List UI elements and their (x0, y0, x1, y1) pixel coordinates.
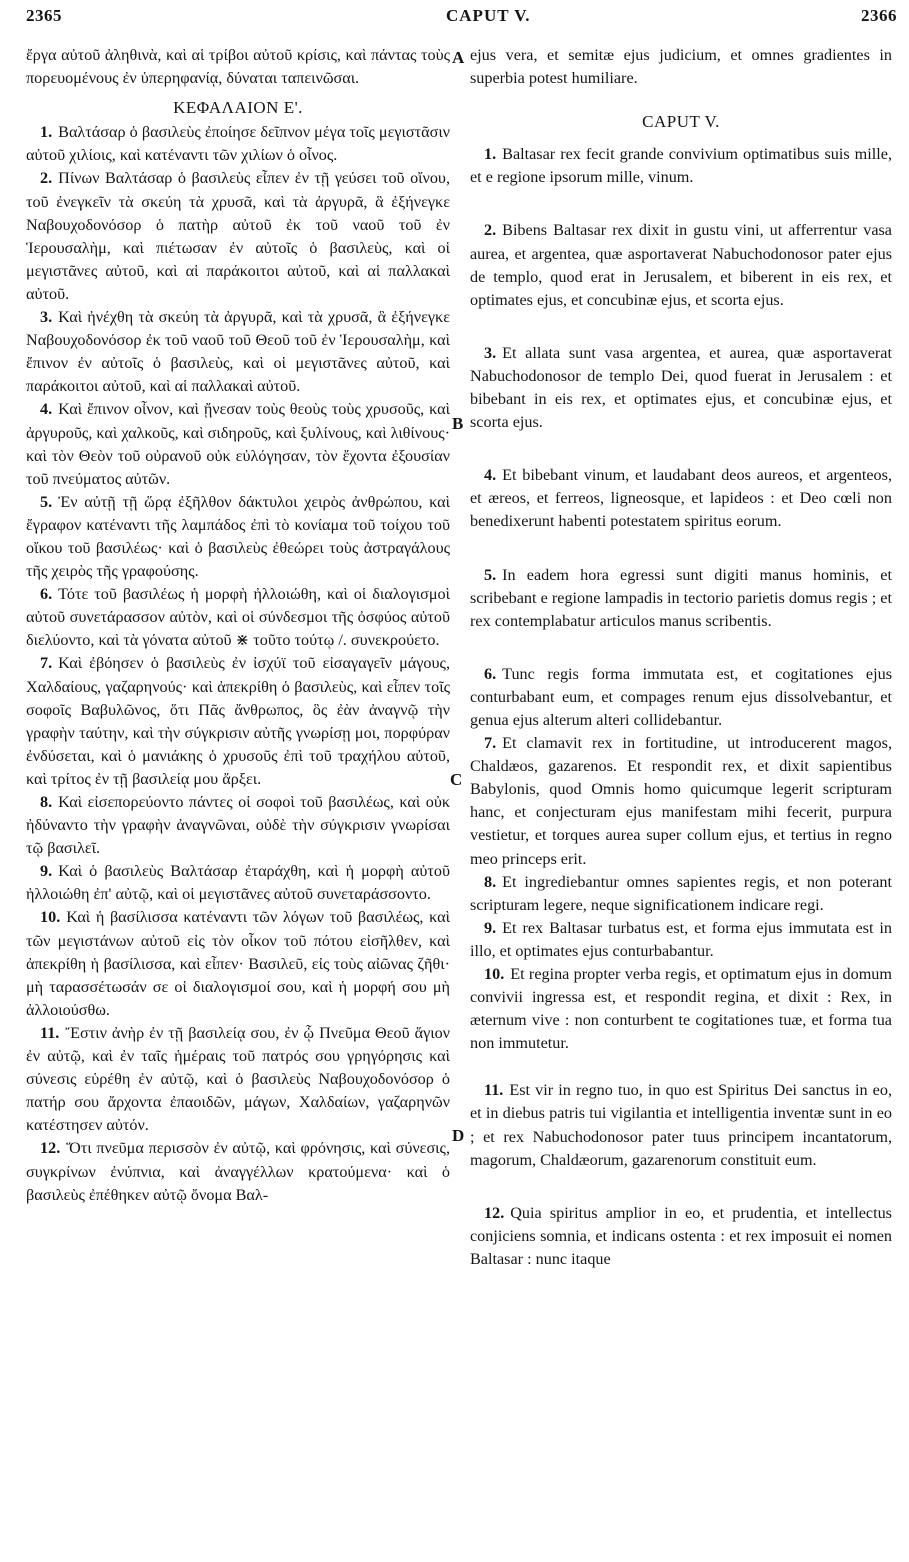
verse-number: 5. (484, 565, 497, 584)
verse-number: 1. (40, 123, 53, 142)
latin-verse (470, 732, 892, 871)
verse-text: Et clamavit rex in fortitudine, ut introducerent magos, Chaldæos, gazarenos. Et respondit rex, et dixit sapientibus Babylonis, quod Omnis homo quicumque legerit scripturam hanc, et conjecturam ejus manifestam mihi fecerit, purpura vestietur, et torques aurea super collum ejus, et tertius in regno meo princeps erit. (470, 734, 892, 868)
latin-verse (470, 963, 892, 1055)
verse-number: 9. (484, 918, 497, 937)
verse-number: 1. (484, 145, 497, 164)
verse-text: In eadem hora egressi sunt digiti manus hominis, et scribebant e regione lampadis in tectorio parietis domus regis ; et rex contemplabatur articulos manus scribentis. (470, 565, 892, 630)
verse-text: Et ingrediebantur omnes sapientes regis, et non poterant scripturam legere, neque significationem indicare regi. (470, 872, 892, 914)
verse-number: 2. (40, 169, 53, 188)
verse-number: 11. (484, 1081, 504, 1100)
verse-text: Et bibebant vinum, et laudabant deos aureos, et argenteos, et æreos, et ferreos, ligneosque, et lapideos : et Deo cœli non benedixerunt habenti potestatem spiritus eorum. (470, 466, 892, 531)
verse-number: 4. (484, 466, 497, 485)
verse-number: 11. (40, 1023, 60, 1042)
page-number-right: 2366 (861, 6, 897, 25)
verse-text: Baltasar rex fecit grande convivium optimatibus suis mille, et e regione ipsorum mille, vinum. (470, 145, 892, 187)
verse-number: 5. (40, 492, 53, 511)
latin-verses (470, 143, 892, 1271)
verse-number: 7. (484, 734, 497, 753)
verse-number: 7. (40, 654, 53, 673)
greek-verse (26, 860, 450, 906)
verse-number: 6. (40, 585, 53, 604)
greek-verse (26, 121, 450, 167)
verse-text: Καὶ ἡ βασίλισσα κατέναντι τῶν λόγων τοῦ βασιλέως, καὶ τῶν μεγιστάνων αὐτοῦ εἰς τὸν οἶκον τοῦ πότου εἰσῆλθεν, καὶ ἀπεκρίθη ἡ βασίλισσα, καὶ εἶπεν· Βασιλεῦ, εἰς τοὺς αἰῶνας ζῆθι· μὴ ταρασσέτωσάν σε οἱ διαλογισμοί σου, καὶ ἡ μορφή σου μὴ ἀλλοιούσθω. (26, 908, 450, 1019)
verse-text: Et allata sunt vasa argentea, et aurea, quæ asportaverat Nabuchodonosor de templo Dei, quod fuerat in Jerusalem : et bibebant in eis rex, et optimates ejus, et concubinæ ejus, et scorta ejus. (470, 343, 892, 432)
verse-text: Πίνων Βαλτάσαρ ὁ βασιλεὺς εἶπεν ἐν τῇ γεύσει τοῦ οἴνου, τοῦ ἐνεγκεῖν τὰ σκεύη τὰ χρυσᾶ, καὶ τὰ ἀργυρᾶ, ἃ ἐξήνεγκε Ναβουχοδονόσορ ὁ πατὴρ αὐτοῦ ἐκ τοῦ ναοῦ τοῦ ἐν Ἱερουσαλὴμ, καὶ πιέτωσαν ἐν αὐτοῖς ὁ βασιλεὺς, καὶ οἱ μεγιστᾶνες αὐτοῦ, καὶ αἱ παράκοιτοι αὐτοῦ, καὶ αἱ παλλακαὶ αὐτοῦ. (26, 169, 450, 303)
greek-verse (26, 167, 450, 306)
greek-verse (26, 491, 450, 583)
greek-verse (26, 1137, 450, 1206)
verse-text: Bibens Baltasar rex dixit in gustu vini, ut afferrentur vasa aurea, et argentea, quæ asportaverat Nabuchodonosor pater ejus de templo, quod erat in Jerusalem, et biberent in eis rex, et optimates ejus, et concubinæ ejus, et scorta ejus. (470, 221, 892, 309)
greek-verse (26, 398, 450, 490)
greek-chapter-heading: ΚΕΦΑΛΑΙΟΝ Ε'. (173, 98, 303, 118)
margin-marker-b: B (452, 414, 464, 433)
latin-verse (470, 143, 892, 189)
latin-verse (470, 871, 892, 917)
verse-text: Et regina propter verba regis, et optimatum ejus in domum convivii ingressa est, et respondit regina, et dixit : Rex, in æternum vive : non conturbent te cogitationes tuæ, et forma tua non immutetur. (470, 965, 892, 1053)
latin-verse (470, 663, 892, 732)
verse-number: 10. (484, 965, 505, 983)
latin-column (470, 44, 892, 1271)
greek-column (26, 44, 450, 1207)
verse-text: Est vir in regno tuo, in quo est Spiritus Dei sanctus in eo, et in diebus patris tui vigilantia et intelligentia inventæ sunt in eo ; et rex Nabuchodonosor pater tuus principem incantatorum, magorum, Chaldæorum, gazarenorum constituit eum. (470, 1081, 892, 1169)
margin-marker-d: D (452, 1126, 465, 1145)
greek-verse (26, 652, 450, 791)
verse-text: Καὶ ἔπινον οἶνον, καὶ ᾔνεσαν τοὺς θεοὺς τοὺς χρυσοῦς, καὶ ἀργυροῦς, καὶ χαλκοῦς, καὶ σιδηροῦς, καὶ ξυλίνους, καὶ λιθίνους· καὶ τὸν Θεὸν τοῦ οὐρανοῦ οὐκ εὐλόγησαν, τὸν ἔχοντα ἐξουσίαν τοῦ πνεύματος αὐτῶν. (26, 400, 451, 488)
verse-number: 4. (40, 400, 53, 419)
verse-number: 8. (484, 872, 497, 891)
verse-number: 3. (40, 308, 53, 327)
latin-verse (470, 1202, 892, 1271)
verse-number: 12. (484, 1203, 505, 1222)
verse-text: Et rex Baltasar turbatus est, et forma ejus immutata est in illo, et optimates ejus conturbabantur. (470, 918, 892, 960)
verse-text: Βαλτάσαρ ὁ βασιλεὺς ἐποίησε δεῖπνον μέγα τοῖς μεγιστᾶσιν αὐτοῦ χιλίοις, καὶ κατέναντι τῶν χιλίων ὁ οἶνος. (26, 123, 450, 165)
latin-verse (470, 219, 892, 311)
verse-number: 8. (40, 793, 53, 811)
latin-verse (470, 917, 892, 963)
margin-marker-c: C (450, 770, 463, 789)
verse-number: 6. (484, 664, 497, 683)
verse-text: Καὶ ἐβόησεν ὁ βασιλεὺς ἐν ἰσχύϊ τοῦ εἰσαγαγεῖν μάγους, Χαλδαίους, γαζαρηνούς· καὶ ἀπεκρίθη ὁ βασιλεὺς, καὶ εἶπεν τοῖς σοφοῖς Βαβυλῶνος, ὅτι Πᾶς ἄνθρωπος, ὃς ἐὰν ἀναγνῷ τὴν γραφὴν ταύτην, καὶ τὴν σύγκρισιν αὐτῆς γνωρίσῃ μοι, πορφύραν ἐνδύσεται, καὶ ὁ μανιάκης ὁ χρυσοῦς ἐπὶ τοῦ τραχήλου αὐτοῦ, καὶ τρίτος ἐν τῇ βασιλείᾳ μου ἄρξει. (26, 654, 450, 788)
verse-text: Quia spiritus amplior in eo, et prudentia, et intellectus conjiciens somnia, et indicans ostenta : et rex imposuit ei nomen Baltasar : nunc itaque (470, 1203, 892, 1268)
latin-verse (470, 464, 892, 533)
margin-marker-a: A (452, 48, 465, 67)
greek-verse (26, 306, 450, 398)
running-header (26, 4, 897, 32)
verse-number: 2. (484, 221, 497, 240)
greek-verse (26, 791, 450, 860)
verse-text: Ἐν αὐτῇ τῇ ὥρᾳ ἐξῆλθον δάκτυλοι χειρὸς ἀνθρώπου, καὶ ἔγραφον κατέναντι τῆς λαμπάδος ἐπὶ τὸ κονίαμα τοῦ τοίχου τοῦ οἴκου τοῦ βασιλέως· καὶ ὁ βασιλεὺς ἐθεώρει τοὺς ἀστραγάλους τῆς χειρὸς τῆς γραφούσης. (26, 492, 450, 581)
verse-text: Ἔστιν ἀνὴρ ἐν τῇ βασιλείᾳ σου, ἐν ᾧ Πνεῦμα Θεοῦ ἅγιον ἐν αὐτῷ, καὶ ἐν ταῖς ἡμέραις τοῦ πατρός σου γρηγόρησις καὶ σύνεσις εὑρέθη ἐν αὐτῷ, καὶ ὁ βασιλεὺς Ναβουχοδονόσορ ὁ πατήρ σου ἄρχοντα ἐπαοιδῶν, μάγων, Χαλδαίων, γαζαρηνῶν κατέστησεν αὐτόν. (26, 1023, 450, 1135)
greek-verse (26, 906, 450, 1021)
verse-number: 10. (40, 908, 61, 927)
latin-verse (470, 1079, 892, 1171)
verse-number: 3. (484, 343, 497, 362)
verse-text: Καὶ ὁ βασιλεὺς Βαλτάσαρ ἐταράχθη, καὶ ἡ μορφὴ αὐτοῦ ἠλλοιώθη ἐπ' αὐτῷ, καὶ οἱ μεγιστᾶνες αὐτοῦ συνεταράσσοντο. (26, 862, 450, 904)
verse-text: Ὅτι πνεῦμα περισσὸν ἐν αὐτῷ, καὶ φρόνησις, καὶ σύνεσις, συγκρίνων ἐνύπνια, καὶ ἀναγγέλλων κρατούμενα· καὶ ὁ βασιλεὺς ἐπέθηκεν αὐτῷ ὄνομα Βαλ- (26, 1139, 450, 1204)
latin-intro: ejus vera, et semitæ ejus judicium, et omnes gradientes in superbia potest humiliare. (470, 46, 892, 88)
verse-text: Καὶ ἠνέχθη τὰ σκεύη τὰ ἀργυρᾶ, καὶ τὰ χρυσᾶ, ἃ ἐξήνεγκε Ναβουχοδονόσορ ἐκ τοῦ ναοῦ τοῦ Θεοῦ τοῦ ἐν Ἱερουσαλὴμ, καὶ ἔπινον ἐν αὐτοῖς ὁ βασιλεὺς, καὶ οἱ μεγιστᾶνες αὐτοῦ, καὶ παράκοιτοι αὐτοῦ, καὶ αἱ παλλακαὶ αὐτοῦ. (26, 308, 450, 396)
verse-number: 12. (40, 1139, 61, 1158)
latin-chapter-heading: CAPUT V. (642, 112, 720, 132)
verse-number: 9. (40, 862, 53, 881)
verse-text: Καὶ εἰσεπορεύοντο πάντες οἱ σοφοὶ τοῦ βασιλέως, καὶ οὐκ ἠδύναντο τὴν γραφὴν ἀναγνῶναι, οὐδὲ τὴν σύγκρισιν γνωρίσαι τῷ βασιλεῖ. (26, 793, 450, 858)
greek-verse (26, 583, 450, 652)
verse-text: Τότε τοῦ βασιλέως ἡ μορφὴ ἠλλοιώθη, καὶ οἱ διαλογισμοὶ αὐτοῦ συνετάρασσον αὐτὸν, καὶ οἱ σύνδεσμοι τῆς ὀσφύος αὐτοῦ διελύοντο, καὶ τὰ γόνατα αὐτοῦ ⋇ τοῦτο τούτῳ /. συνεκρούετο. (26, 585, 450, 650)
chapter-title: CAPUT V. (446, 6, 531, 25)
latin-verse (470, 342, 892, 434)
latin-verse (470, 564, 892, 633)
page-number-left: 2365 (26, 6, 62, 25)
greek-intro: ἔργα αὐτοῦ ἀληθινὰ, καὶ αἱ τρίβοι αὐτοῦ κρίσις, καὶ πάντας τοὺς πορευομένους ἐν ὑπερηφανίᾳ, δύναται ταπεινῶσαι. (26, 46, 450, 88)
verse-text: Tunc regis forma immutata est, et cogitationes ejus conturbabant eum, et compages renum ejus dissolvebantur, et genua ejus alterum alteri collidebantur. (470, 664, 892, 729)
greek-verses (26, 121, 450, 1206)
greek-verse (26, 1022, 450, 1137)
